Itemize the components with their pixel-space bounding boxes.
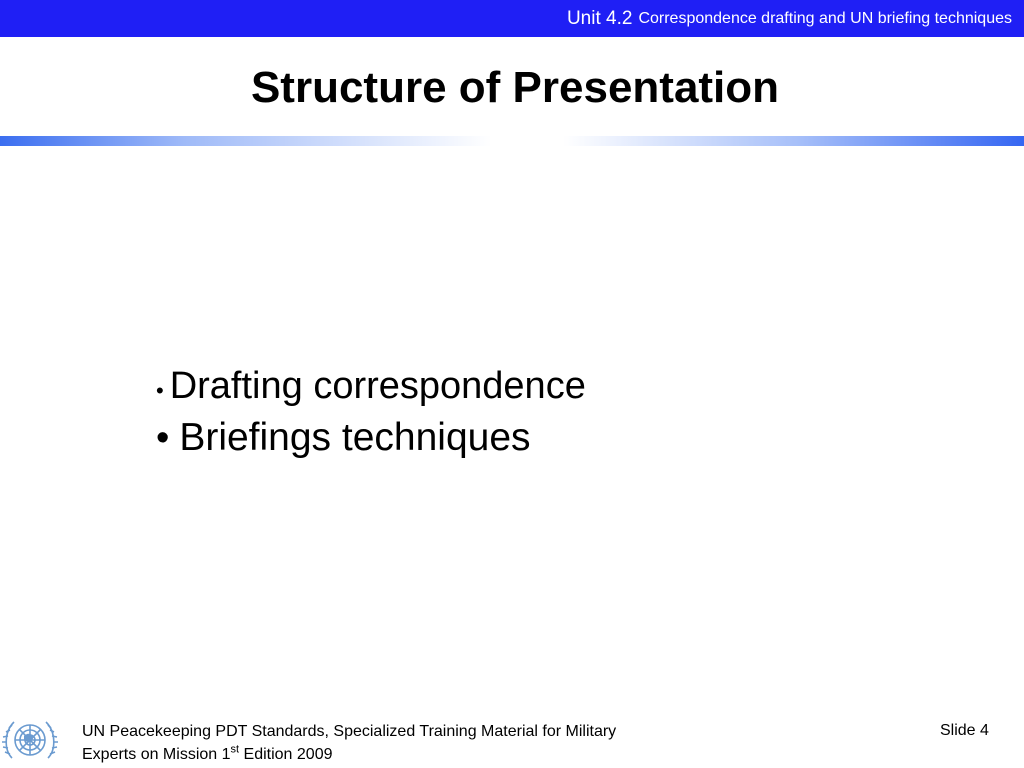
un-emblem-icon — [2, 714, 58, 766]
footer-citation — [82, 720, 782, 766]
unit-topic: Correspondence drafting and UN briefing techniques — [638, 9, 1012, 27]
footer-line-2-start: Experts on Mission 1 — [82, 746, 231, 763]
footer-ordinal-suffix: st — [230, 743, 240, 756]
unit-header-bar — [0, 0, 1024, 37]
footer-line-2-end: Edition 2009 — [239, 746, 333, 763]
bullet-marker: • — [156, 417, 170, 459]
title-divider — [0, 136, 1024, 146]
bullet-item — [156, 414, 586, 466]
footer-line-2 — [82, 743, 782, 766]
bullet-text: Drafting correspondence — [169, 365, 586, 407]
bullet-list — [156, 362, 586, 466]
footer-line-1: UN Peacekeeping PDT Standards, Specialized Training Material for Military — [82, 723, 617, 740]
bullet-item — [156, 362, 586, 414]
slide-title: Structure of Presentation — [250, 63, 780, 112]
bullet-marker: • — [156, 378, 164, 403]
bullet-text: Briefings techniques — [179, 416, 531, 459]
unit-label: Unit 4.2 — [566, 7, 633, 29]
slide-number: Slide 4 — [940, 722, 989, 739]
